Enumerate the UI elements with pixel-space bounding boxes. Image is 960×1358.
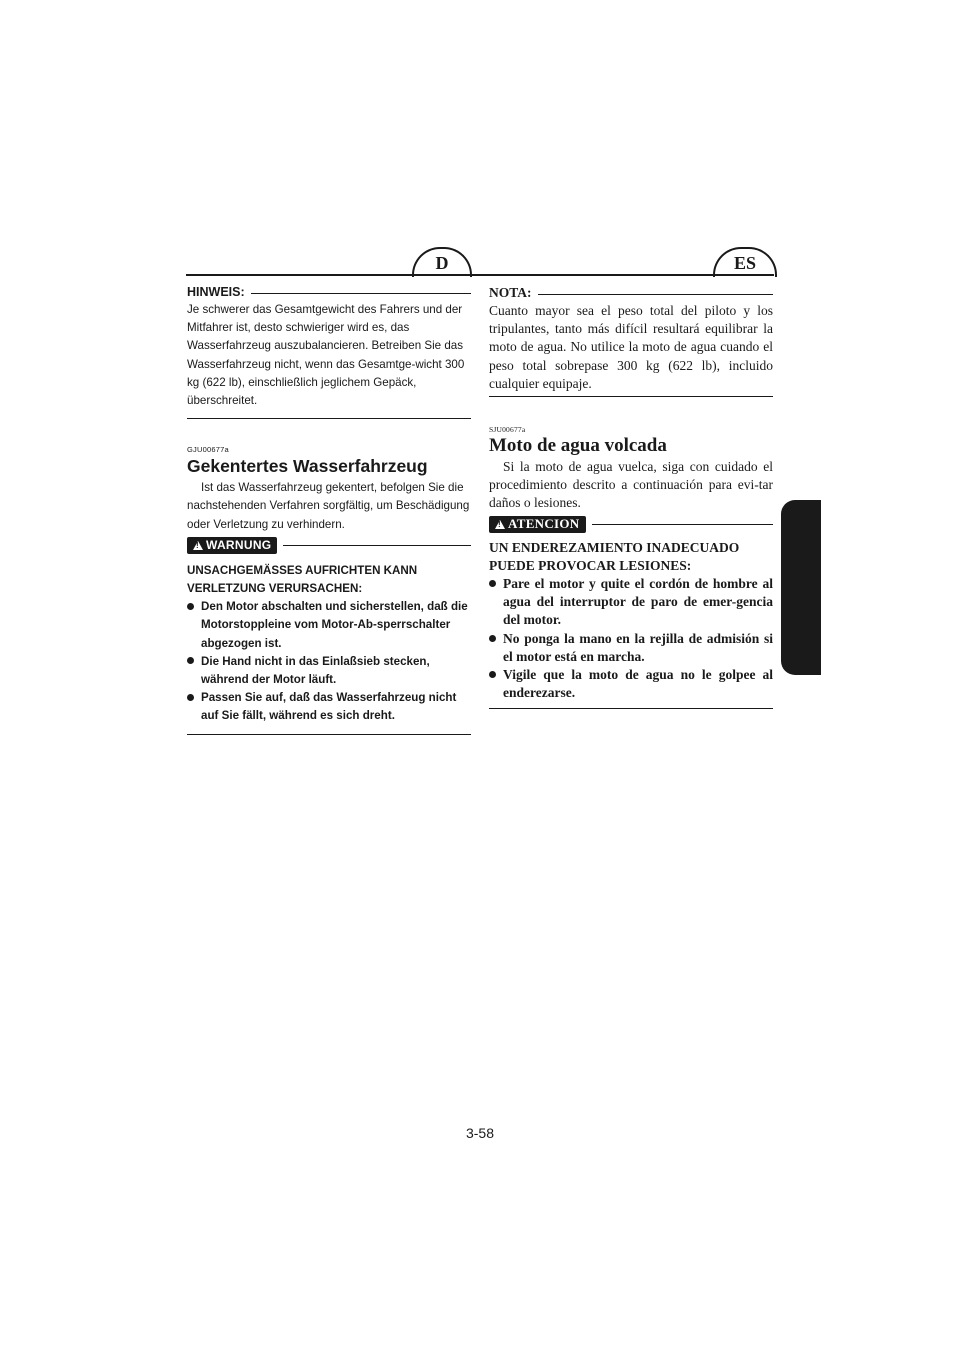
warning-body [489,539,773,703]
warning-header [187,537,471,554]
warning-heading: UN ENDEREZAMIENTO INADECUADO PUEDE PROVOCAR LESIONES: [489,539,740,573]
bullet-icon [489,671,496,678]
warning-header [489,516,773,533]
warning-label: ATENCION [508,516,580,532]
bullet-icon [187,694,194,701]
note-text: Cuanto mayor sea el peso total del piloto y los tripulantes, tanto más difícil resultará equilibrar la moto de agua. No utilice la moto de agua cuando el peso total sobrepase 300 kg (622 lb), incluido cualquier equipaje. [489,303,773,391]
section-title: Gekentertes Wasserfahrzeug [187,456,428,477]
page-number: 3-58 [465,1125,495,1141]
bullet-icon [187,603,194,610]
warning-item: Passen Sie auf, daß das Wasserfahrzeug nicht auf Sie fällt, während es sich dreht. [187,689,471,725]
note-label: HINWEIS: [187,285,245,299]
note-header [187,285,471,299]
language-tab-d: D [412,247,472,277]
warning-item: Die Hand nicht in das Einlaßsieb stecken, während der Motor läuft. [187,653,471,689]
warning-triangle-icon [495,520,505,529]
warning-badge [187,537,277,554]
section-title: Moto de agua volcada [489,435,667,457]
note-header [489,285,773,301]
bullet-icon [489,635,496,642]
note-label: NOTA: [489,285,532,300]
warning-item: Den Motor abschalten und sicherstellen, daß die Motorstoppleine vom Motor-Ab-sperrschalter abgezogen ist. [187,598,471,653]
warning-heading: UNSACHGEMÄSSES AUFRICHTEN KANN VERLETZUNG VERURSACHEN: [187,563,418,596]
section-text: Si la moto de agua vuelca, siga con cuidado el procedimiento descrito a continuación para evi-tar daños o lesiones. [489,459,773,511]
warning-badge [489,516,586,533]
header-rule [186,274,774,276]
section-text: Ist das Wasserfahrzeug gekentert, befolgen Sie die nachstehenden Verfahren sorgfältig, um Beschädigung oder Verletzung zu verhindern. [187,481,470,531]
note-text: Je schwerer das Gesamtgewicht des Fahrers und der Mitfahrer ist, desto schwieriger wird es, das Wasserfahrzeug auszubalancieren. Betreiben Sie das Wasserfahrzeug nicht, wenn das Gesamtge-wicht 300 kg (622 lb), einschließlich jeglichem Gepäck, überschreitet. [187,303,465,408]
column-german [187,285,471,735]
section-code: GJU00677a [187,445,229,455]
warning-body [187,562,471,726]
warning-item: No ponga la mano en la rejilla de admisión si el motor está en marcha. [489,630,773,666]
language-tab-es: ES [713,247,777,277]
warning-triangle-icon [193,541,203,550]
bullet-icon [187,657,194,664]
warning-item: Pare el motor y quite el cordón de hombre al agua del interruptor de paro de emer-gencia del motor. [489,575,773,630]
chapter-side-tab [781,500,821,675]
warning-item: Vigile que la moto de agua no le golpee al enderezarse. [489,666,773,702]
warning-end-rule [187,734,471,735]
bullet-icon [489,580,496,587]
warning-end-rule [489,708,773,709]
warning-label: WARNUNG [206,538,272,553]
column-spanish [489,285,773,709]
section-code: SJU00677a [489,425,526,435]
